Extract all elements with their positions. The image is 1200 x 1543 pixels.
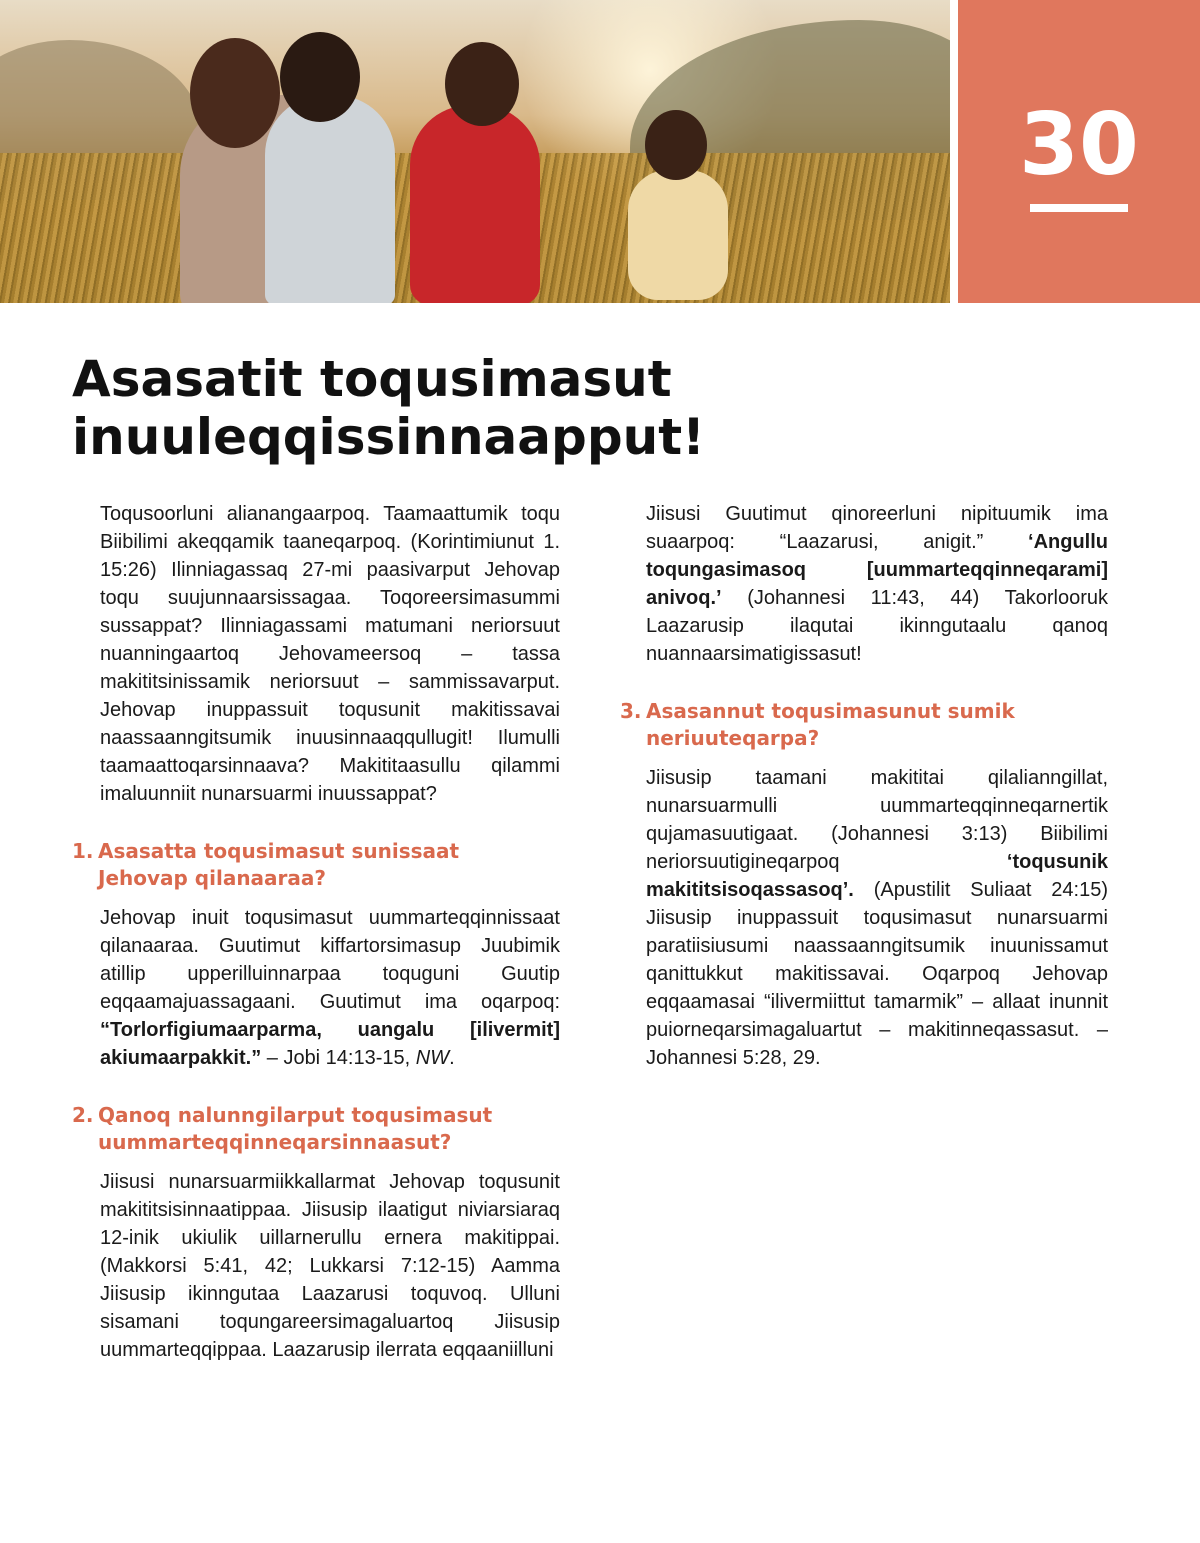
daughter-figure <box>628 170 728 300</box>
intro-paragraph: Toqusoorluni alianangaarpoq. Taamaattumik toqu Biibilimi akeqqamik taaneqarpoq. (Korintimiunut 1. 15:26) Ilinniagassaq 27-mi paasivarput Jehovap toqu suujunnaarsissagaa. Toqoreersimasummi sussappat? Ilinniagassami matumani neriorsuut nuanningaartoq Jehovameersoq – tassa makititsinissamik neriorsuut – sammissavarput. Jehovap inuppassuit toqusunit makitissavai naassaanngitsumik inuusinnaaqqullugit! Ilumulli taamaattoqarsinnaava? Makititaasullu qilammi imaluunniit nunarsuarmi inuussappat? <box>100 503 560 805</box>
section-3-number: 3. <box>620 699 642 723</box>
right-column <box>620 500 1108 1072</box>
mother-head <box>445 42 519 126</box>
section-1-number: 1. <box>72 839 94 863</box>
section-1-heading <box>72 838 560 892</box>
father-head <box>190 38 280 148</box>
section-2-heading-text: Qanoq nalunngilarput toqusimasut uummarteqqinneqarsinnaasut? <box>98 1103 493 1154</box>
section-1-version: NW <box>415 1047 450 1069</box>
lesson-number: 30 <box>1019 95 1139 195</box>
section-2-body <box>100 1168 560 1364</box>
section-3-text: Jiisusip taamani makititai qilalianngillat, nunarsuarmulli uummarteqqinneqarnertik qujamasuutigaat. (Johannesi 3:13) Biibilimi neriorsuutigineqarpoq <box>646 767 1108 873</box>
lesson-number-box <box>958 0 1200 303</box>
page-title: Asasatit toqusimasut inuuleqqissinnaapput! <box>72 350 705 466</box>
section-2-heading <box>72 1102 560 1156</box>
section-2-number: 2. <box>72 1103 94 1127</box>
section-3-continuation: (Apustilit Suliaat 24:15) Jiisusip inuppassuit toqusimasut nunarsuarmi paratiisiusumi naassaanngitsumik inuunissamut qanittukkut makitissavai. Oqarpoq Jehovap eqqaamasai “ilivermiittut tamarmik” – allaat inunnit puiorneqarsimagaluartut – makitinneqassasut. – Johannesi 5:28, 29. <box>646 879 1108 1069</box>
section-3-quote: ‘toqusunik makititsisoqassasoq’. <box>646 851 1108 901</box>
section-1-body <box>100 904 560 1072</box>
section-3-heading <box>620 698 1108 752</box>
son-head <box>280 32 360 122</box>
lesson-number-underline <box>1030 204 1128 212</box>
daughter-head <box>645 110 707 180</box>
mother-figure <box>410 105 540 303</box>
son-figure <box>265 95 395 303</box>
section-1-tail: . <box>449 1047 455 1069</box>
section-2-text: Jiisusi Guutimut qinoreerluni nipituumik ima suaarpoq: “Laazarusi, anigit.” <box>646 503 1108 553</box>
section-2-quote: ‘Angullu toqungasimasoq [uummarteqqinneqarami] anivoq.’ <box>646 531 1108 609</box>
left-column <box>72 500 560 1364</box>
section-1-heading-text: Asasatta toqusimasut sunissaat Jehovap qilanaaraa? <box>98 839 460 890</box>
section-1-reference: – Jobi 14:13-15, <box>261 1047 416 1069</box>
section-2-body-continued <box>646 500 1108 668</box>
section-1-text: Jehovap inuit toqusimasut uummarteqqinnissaat qilanaaraa. Guutimut kiffartorsimasup Juubimik atillip upperilluinnarpaa toquguni Guutip eqqaamajuassagaani. Guutimut ima oqarpoq: <box>100 907 560 1013</box>
hero-image <box>0 0 950 303</box>
section-1-quote: “Torlorfigiumaarparma, uangalu [ilivermit] akiumaarpakkit.” <box>100 1019 560 1069</box>
section-2-continuation: (Johannesi 11:43, 44) Takorlooruk Laazarusip ilaqutai ikinngutaalu qanoq nuannaarsimatigissasut! <box>646 587 1108 665</box>
section-2-text: Jiisusi nunarsuarmiikkallarmat Jehovap toqusunit makititsisinnaatippaa. Jiisusip ilaatigut niviarsiaraq 12-inik ukiulik uillarnerullu ernera makitippai. (Makkorsi 5:41, 42; Lukkarsi 7:12-15) Aamma Jiisusip ikinngutaa Laazarusi toquvoq. Ulluni sisamani toqungareersimagaluartoq Jiisusip uummarteqqippaa. Laazarusip ilerrata eqqaaniilluni <box>100 1171 560 1361</box>
section-3-heading-text: Asasannut toqusimasunut sumik neriuuteqarpa? <box>646 699 1015 750</box>
section-3-body <box>646 764 1108 1072</box>
